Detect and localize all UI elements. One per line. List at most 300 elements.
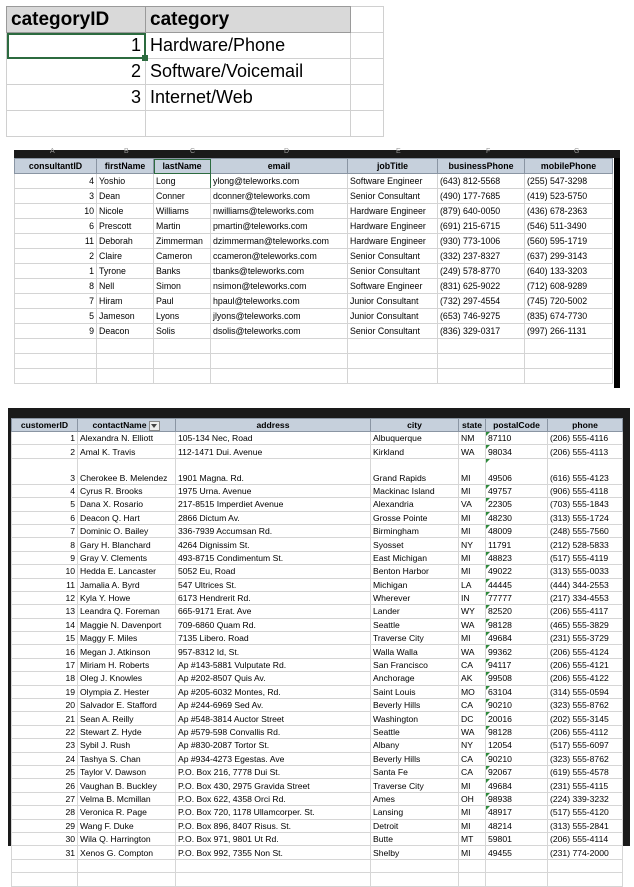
cell-city[interactable]: Traverse City: [371, 632, 459, 645]
cell-phone[interactable]: (206) 555-4121: [548, 658, 623, 671]
empty-cell[interactable]: [459, 873, 486, 886]
cell-city[interactable]: East Michigan: [371, 551, 459, 564]
cell-state[interactable]: CA: [459, 658, 486, 671]
cell-jobTitle[interactable]: Junior Consultant: [348, 309, 438, 324]
empty-cell[interactable]: [351, 85, 384, 111]
cell-phone[interactable]: (465) 555-3829: [548, 618, 623, 631]
cell-state[interactable]: MI: [459, 511, 486, 524]
cell-consultantID[interactable]: 1: [15, 264, 97, 279]
cell-consultantID[interactable]: 5: [15, 309, 97, 324]
cell-state[interactable]: MI: [459, 806, 486, 819]
cell-email[interactable]: nwilliams@teleworks.com: [211, 204, 348, 219]
cell-contactName[interactable]: Amal K. Travis: [78, 445, 176, 458]
cell-city[interactable]: Shelby: [371, 846, 459, 859]
filter-dropdown-icon[interactable]: [149, 421, 160, 431]
header-customerID[interactable]: [12, 419, 78, 432]
cell-firstName[interactable]: Deacon: [97, 324, 154, 339]
header-category[interactable]: category: [146, 7, 351, 33]
header-firstName[interactable]: firstName: [97, 159, 154, 174]
header-consultantID[interactable]: consultantID: [15, 159, 97, 174]
cell-lastName[interactable]: Williams: [154, 204, 211, 219]
empty-cell[interactable]: [348, 369, 438, 384]
cell-postalCode[interactable]: 22305: [486, 498, 548, 511]
column-letter[interactable]: G: [574, 148, 580, 155]
cell-state[interactable]: MI: [459, 551, 486, 564]
cell-city[interactable]: Albuquerque: [371, 432, 459, 445]
cell-businessPhone[interactable]: (653) 746-9275: [438, 309, 525, 324]
cell-phone[interactable]: (212) 528-5833: [548, 538, 623, 551]
empty-cell[interactable]: [154, 369, 211, 384]
empty-cell[interactable]: [154, 339, 211, 354]
cell-city[interactable]: Alexandria: [371, 498, 459, 511]
cell-contactName[interactable]: Maggy F. Miles: [78, 632, 176, 645]
cell-postalCode[interactable]: 44445: [486, 578, 548, 591]
cell-lastName[interactable]: Simon: [154, 279, 211, 294]
cell-city[interactable]: Santa Fe: [371, 765, 459, 778]
cell-consultantID[interactable]: 10: [15, 204, 97, 219]
cell-phone[interactable]: (616) 555-4123: [548, 458, 623, 484]
cell-customerID[interactable]: 5: [12, 498, 78, 511]
cell-lastName[interactable]: Martin: [154, 219, 211, 234]
cell-state[interactable]: LA: [459, 578, 486, 591]
cell-address[interactable]: 6173 Hendrerit Rd.: [176, 591, 371, 604]
cell-customerID[interactable]: 31: [12, 846, 78, 859]
cell-state[interactable]: MI: [459, 779, 486, 792]
cell-phone[interactable]: (206) 555-4122: [548, 672, 623, 685]
empty-cell[interactable]: [459, 859, 486, 872]
cell-state[interactable]: IN: [459, 591, 486, 604]
cell-jobTitle[interactable]: Senior Consultant: [348, 324, 438, 339]
cell-state[interactable]: MO: [459, 685, 486, 698]
cell-address[interactable]: Ap #830-2087 Tortor St.: [176, 739, 371, 752]
cell-contactName[interactable]: Hedda E. Lancaster: [78, 565, 176, 578]
cell-businessPhone[interactable]: (836) 329-0317: [438, 324, 525, 339]
cell-state[interactable]: CA: [459, 699, 486, 712]
empty-cell[interactable]: [12, 859, 78, 872]
cell-jobTitle[interactable]: Senior Consultant: [348, 189, 438, 204]
cell-contactName[interactable]: Dominic O. Bailey: [78, 524, 176, 537]
cell-address[interactable]: 217-8515 Imperdiet Avenue: [176, 498, 371, 511]
cell-email[interactable]: dzimmerman@teleworks.com: [211, 234, 348, 249]
empty-cell[interactable]: [15, 354, 97, 369]
cell-email[interactable]: hpaul@teleworks.com: [211, 294, 348, 309]
cell-address[interactable]: 7135 Libero. Road: [176, 632, 371, 645]
cell-lastName[interactable]: Cameron: [154, 249, 211, 264]
cell-contactName[interactable]: Cyrus R. Brooks: [78, 484, 176, 497]
cell-contactName[interactable]: Xenos G. Compton: [78, 846, 176, 859]
cell-consultantID[interactable]: 11: [15, 234, 97, 249]
cell-mobilePhone[interactable]: (436) 678-2363: [525, 204, 613, 219]
cell-city[interactable]: Grand Rapids: [371, 458, 459, 484]
cell-state[interactable]: MI: [459, 632, 486, 645]
cell-postalCode[interactable]: 90210: [486, 752, 548, 765]
cell-mobilePhone[interactable]: (835) 674-7730: [525, 309, 613, 324]
cell-customerID[interactable]: 6: [12, 511, 78, 524]
cell-lastName[interactable]: Solis: [154, 324, 211, 339]
cell-lastName[interactable]: Conner: [154, 189, 211, 204]
cell-consultantID[interactable]: 6: [15, 219, 97, 234]
cell-state[interactable]: NM: [459, 432, 486, 445]
cell-email[interactable]: ccameron@teleworks.com: [211, 249, 348, 264]
empty-cell[interactable]: [176, 873, 371, 886]
cell-phone[interactable]: (323) 555-8762: [548, 699, 623, 712]
cell-customerID[interactable]: 7: [12, 524, 78, 537]
empty-cell[interactable]: [78, 859, 176, 872]
cell-customerID[interactable]: 29: [12, 819, 78, 832]
cell-businessPhone[interactable]: (831) 625-9022: [438, 279, 525, 294]
cell-postalCode[interactable]: 94117: [486, 658, 548, 671]
column-letter[interactable]: C: [190, 148, 196, 155]
empty-cell[interactable]: [176, 859, 371, 872]
empty-cell[interactable]: [351, 111, 384, 137]
column-letter[interactable]: A: [50, 148, 55, 155]
cell-customerID[interactable]: 30: [12, 832, 78, 845]
cell-contactName[interactable]: Stewart Z. Hyde: [78, 725, 176, 738]
empty-cell[interactable]: [351, 33, 384, 59]
empty-cell[interactable]: [548, 873, 623, 886]
cell-customerID[interactable]: 19: [12, 685, 78, 698]
cell-categoryID[interactable]: 1: [7, 33, 146, 59]
cell-firstName[interactable]: Jameson: [97, 309, 154, 324]
cell-address[interactable]: 5052 Eu, Road: [176, 565, 371, 578]
cell-postalCode[interactable]: 49022: [486, 565, 548, 578]
cell-address[interactable]: P.O. Box 720, 1178 Ullamcorper. St.: [176, 806, 371, 819]
cell-businessPhone[interactable]: (732) 297-4554: [438, 294, 525, 309]
cell-phone[interactable]: (231) 555-3729: [548, 632, 623, 645]
empty-cell[interactable]: [97, 354, 154, 369]
empty-cell[interactable]: [211, 354, 348, 369]
cell-firstName[interactable]: Deborah: [97, 234, 154, 249]
cell-customerID[interactable]: 26: [12, 779, 78, 792]
cell-phone[interactable]: (231) 774-2000: [548, 846, 623, 859]
cell-email[interactable]: dconner@teleworks.com: [211, 189, 348, 204]
cell-phone[interactable]: (206) 555-4114: [548, 832, 623, 845]
cell-postalCode[interactable]: 98938: [486, 792, 548, 805]
cell-jobTitle[interactable]: Software Engineer: [348, 174, 438, 189]
cell-businessPhone[interactable]: (930) 773-1006: [438, 234, 525, 249]
cell-email[interactable]: ylong@teleworks.com: [211, 174, 348, 189]
column-letter[interactable]: D: [284, 148, 290, 155]
cell-state[interactable]: NY: [459, 739, 486, 752]
cell-address[interactable]: Ap #202-8507 Quis Av.: [176, 672, 371, 685]
cell-mobilePhone[interactable]: (712) 608-9289: [525, 279, 613, 294]
cell-contactName[interactable]: Dana X. Rosario: [78, 498, 176, 511]
column-letter[interactable]: F: [486, 148, 491, 155]
cell-jobTitle[interactable]: Software Engineer: [348, 279, 438, 294]
empty-cell[interactable]: [211, 339, 348, 354]
cell-address[interactable]: Ap #205-6032 Montes, Rd.: [176, 685, 371, 698]
cell-customerID[interactable]: 28: [12, 806, 78, 819]
cell-email[interactable]: jlyons@teleworks.com: [211, 309, 348, 324]
cell-consultantID[interactable]: 7: [15, 294, 97, 309]
empty-cell[interactable]: [371, 859, 459, 872]
cell-postalCode[interactable]: 48009: [486, 524, 548, 537]
empty-cell[interactable]: [146, 111, 351, 137]
cell-firstName[interactable]: Nicole: [97, 204, 154, 219]
cell-city[interactable]: Traverse City: [371, 779, 459, 792]
cell-email[interactable]: nsimon@teleworks.com: [211, 279, 348, 294]
header-contactName[interactable]: [78, 419, 176, 432]
cell-contactName[interactable]: Deacon Q. Hart: [78, 511, 176, 524]
cell-phone[interactable]: (206) 555-4117: [548, 605, 623, 618]
cell-postalCode[interactable]: 49506: [486, 458, 548, 484]
cell-city[interactable]: Michigan: [371, 578, 459, 591]
cell-customerID[interactable]: 11: [12, 578, 78, 591]
cell-state[interactable]: WA: [459, 618, 486, 631]
cell-phone[interactable]: (323) 555-8762: [548, 752, 623, 765]
empty-cell[interactable]: [15, 339, 97, 354]
cell-customerID[interactable]: 12: [12, 591, 78, 604]
cell-firstName[interactable]: Dean: [97, 189, 154, 204]
cell-phone[interactable]: (217) 334-4553: [548, 591, 623, 604]
cell-state[interactable]: AK: [459, 672, 486, 685]
cell-address[interactable]: 709-6860 Quam Rd.: [176, 618, 371, 631]
cell-address[interactable]: 665-9171 Erat. Ave: [176, 605, 371, 618]
cell-category[interactable]: Internet/Web: [146, 85, 351, 111]
cell-phone[interactable]: (444) 344-2553: [548, 578, 623, 591]
cell-mobilePhone[interactable]: (255) 547-3298: [525, 174, 613, 189]
cell-contactName[interactable]: Gray V. Clements: [78, 551, 176, 564]
cell-mobilePhone[interactable]: (546) 511-3490: [525, 219, 613, 234]
empty-cell[interactable]: [12, 873, 78, 886]
cell-address[interactable]: P.O. Box 216, 7778 Dui St.: [176, 765, 371, 778]
cell-postalCode[interactable]: 90210: [486, 699, 548, 712]
cell-city[interactable]: Grosse Pointe: [371, 511, 459, 524]
cell-address[interactable]: 336-7939 Accumsan Rd.: [176, 524, 371, 537]
empty-cell[interactable]: [78, 873, 176, 886]
cell-contactName[interactable]: Vaughan B. Buckley: [78, 779, 176, 792]
cell-postalCode[interactable]: 59801: [486, 832, 548, 845]
cell-contactName[interactable]: Velma B. Mcmillan: [78, 792, 176, 805]
cell-postalCode[interactable]: 99508: [486, 672, 548, 685]
header-jobTitle[interactable]: jobTitle: [348, 159, 438, 174]
header-lastName[interactable]: lastName: [154, 159, 211, 174]
cell-customerID[interactable]: 1: [12, 432, 78, 445]
cell-contactName[interactable]: Salvador E. Stafford: [78, 699, 176, 712]
cell-postalCode[interactable]: 63104: [486, 685, 548, 698]
header-postalCode[interactable]: [486, 419, 548, 432]
cell-phone[interactable]: (313) 555-2841: [548, 819, 623, 832]
cell-customerID[interactable]: 24: [12, 752, 78, 765]
cell-city[interactable]: Albany: [371, 739, 459, 752]
cell-contactName[interactable]: Sybil J. Rush: [78, 739, 176, 752]
cell-contactName[interactable]: Cherokee B. Melendez: [78, 458, 176, 484]
cell-customerID[interactable]: 8: [12, 538, 78, 551]
cell-phone[interactable]: (517) 555-6097: [548, 739, 623, 752]
cell-jobTitle[interactable]: Hardware Engineer: [348, 219, 438, 234]
cell-businessPhone[interactable]: (490) 177-7685: [438, 189, 525, 204]
empty-cell[interactable]: [211, 369, 348, 384]
cell-customerID[interactable]: 15: [12, 632, 78, 645]
header-address[interactable]: [176, 419, 371, 432]
cell-address[interactable]: Ap #143-5881 Vulputate Rd.: [176, 658, 371, 671]
cell-category[interactable]: Software/Voicemail: [146, 59, 351, 85]
empty-cell[interactable]: [438, 354, 525, 369]
cell-contactName[interactable]: Taylor V. Dawson: [78, 765, 176, 778]
cell-city[interactable]: Detroit: [371, 819, 459, 832]
cell-city[interactable]: Ames: [371, 792, 459, 805]
empty-cell[interactable]: [486, 859, 548, 872]
cell-postalCode[interactable]: 49684: [486, 632, 548, 645]
cell-contactName[interactable]: Veronica R. Page: [78, 806, 176, 819]
cell-postalCode[interactable]: 99362: [486, 645, 548, 658]
cell-consultantID[interactable]: 3: [15, 189, 97, 204]
empty-cell[interactable]: [154, 354, 211, 369]
cell-postalCode[interactable]: 48823: [486, 551, 548, 564]
header-mobilePhone[interactable]: mobilePhone: [525, 159, 613, 174]
cell-state[interactable]: CA: [459, 752, 486, 765]
cell-city[interactable]: Lander: [371, 605, 459, 618]
empty-cell[interactable]: [97, 339, 154, 354]
cell-phone[interactable]: (206) 555-4124: [548, 645, 623, 658]
cell-consultantID[interactable]: 8: [15, 279, 97, 294]
cell-address[interactable]: Ap #579-598 Convallis Rd.: [176, 725, 371, 738]
header-city[interactable]: [371, 419, 459, 432]
cell-city[interactable]: Lansing: [371, 806, 459, 819]
cell-state[interactable]: MI: [459, 565, 486, 578]
cell-state[interactable]: MI: [459, 458, 486, 484]
cell-address[interactable]: 957-8312 Id, St.: [176, 645, 371, 658]
cell-postalCode[interactable]: 87110: [486, 432, 548, 445]
empty-cell[interactable]: [525, 369, 613, 384]
cell-city[interactable]: San Francisco: [371, 658, 459, 671]
cell-phone[interactable]: (206) 555-4113: [548, 445, 623, 458]
cell-postalCode[interactable]: 48917: [486, 806, 548, 819]
cell-contactName[interactable]: Sean A. Reilly: [78, 712, 176, 725]
cell-phone[interactable]: (619) 555-4578: [548, 765, 623, 778]
empty-cell[interactable]: [7, 111, 146, 137]
cell-categoryID[interactable]: 3: [7, 85, 146, 111]
cell-categoryID[interactable]: 2: [7, 59, 146, 85]
cell-customerID[interactable]: 18: [12, 672, 78, 685]
cell-postalCode[interactable]: 77777: [486, 591, 548, 604]
cell-state[interactable]: VA: [459, 498, 486, 511]
cell-address[interactable]: Ap #244-6969 Sed Av.: [176, 699, 371, 712]
cell-postalCode[interactable]: 12054: [486, 739, 548, 752]
cell-postalCode[interactable]: 48214: [486, 819, 548, 832]
cell-lastName[interactable]: Paul: [154, 294, 211, 309]
cell-city[interactable]: Syosset: [371, 538, 459, 551]
cell-city[interactable]: Birmingham: [371, 524, 459, 537]
cell-contactName[interactable]: Alexandra N. Elliott: [78, 432, 176, 445]
header-email[interactable]: email: [211, 159, 348, 174]
empty-cell[interactable]: [15, 369, 97, 384]
cell-businessPhone[interactable]: (879) 640-0050: [438, 204, 525, 219]
cell-address[interactable]: P.O. Box 430, 2975 Gravida Street: [176, 779, 371, 792]
cell-phone[interactable]: (224) 339-3232: [548, 792, 623, 805]
cell-phone[interactable]: (313) 555-1724: [548, 511, 623, 524]
cell-city[interactable]: Seattle: [371, 725, 459, 738]
cell-mobilePhone[interactable]: (997) 266-1131: [525, 324, 613, 339]
empty-cell[interactable]: [548, 859, 623, 872]
header-state[interactable]: [459, 419, 486, 432]
empty-cell[interactable]: [525, 354, 613, 369]
cell-city[interactable]: Beverly Hills: [371, 752, 459, 765]
cell-city[interactable]: Beverly Hills: [371, 699, 459, 712]
cell-city[interactable]: Mackinac Island: [371, 484, 459, 497]
cell-postalCode[interactable]: 20016: [486, 712, 548, 725]
empty-cell[interactable]: [348, 354, 438, 369]
cell-address[interactable]: 105-134 Nec, Road: [176, 432, 371, 445]
cell-postalCode[interactable]: 98128: [486, 618, 548, 631]
empty-cell[interactable]: [525, 339, 613, 354]
header-businessPhone[interactable]: businessPhone: [438, 159, 525, 174]
empty-cell[interactable]: [371, 873, 459, 886]
cell-contactName[interactable]: Leandra Q. Foreman: [78, 605, 176, 618]
cell-mobilePhone[interactable]: (560) 595-1719: [525, 234, 613, 249]
cell-state[interactable]: MI: [459, 846, 486, 859]
cell-city[interactable]: Saint Louis: [371, 685, 459, 698]
cell-address[interactable]: Ap #548-3814 Auctor Street: [176, 712, 371, 725]
cell-state[interactable]: WA: [459, 445, 486, 458]
cell-contactName[interactable]: Gary H. Blanchard: [78, 538, 176, 551]
empty-cell[interactable]: [97, 369, 154, 384]
cell-customerID[interactable]: 17: [12, 658, 78, 671]
cell-contactName[interactable]: Miriam H. Roberts: [78, 658, 176, 671]
cell-businessPhone[interactable]: (691) 215-6715: [438, 219, 525, 234]
cell-firstName[interactable]: Hiram: [97, 294, 154, 309]
cell-postalCode[interactable]: 48230: [486, 511, 548, 524]
cell-jobTitle[interactable]: Senior Consultant: [348, 264, 438, 279]
cell-lastName[interactable]: Zimmerman: [154, 234, 211, 249]
cell-postalCode[interactable]: 98034: [486, 445, 548, 458]
cell-customerID[interactable]: 9: [12, 551, 78, 564]
cell-businessPhone[interactable]: (249) 578-8770: [438, 264, 525, 279]
cell-category[interactable]: Hardware/Phone: [146, 33, 351, 59]
cell-mobilePhone[interactable]: (637) 299-3143: [525, 249, 613, 264]
header-phone[interactable]: [548, 419, 623, 432]
cell-customerID[interactable]: 10: [12, 565, 78, 578]
cell-city[interactable]: Benton Harbor: [371, 565, 459, 578]
column-letter[interactable]: E: [396, 148, 401, 155]
cell-address[interactable]: P.O. Box 992, 7355 Non St.: [176, 846, 371, 859]
cell-contactName[interactable]: Tashya S. Chan: [78, 752, 176, 765]
cell-businessPhone[interactable]: (643) 812-5568: [438, 174, 525, 189]
cell-firstName[interactable]: Nell: [97, 279, 154, 294]
cell-customerID[interactable]: 13: [12, 605, 78, 618]
cell-city[interactable]: Butte: [371, 832, 459, 845]
cell-customerID[interactable]: 25: [12, 765, 78, 778]
cell-state[interactable]: MI: [459, 484, 486, 497]
cell-mobilePhone[interactable]: (419) 523-5750: [525, 189, 613, 204]
cell-address[interactable]: Ap #934-4273 Egestas. Ave: [176, 752, 371, 765]
cell-city[interactable]: Anchorage: [371, 672, 459, 685]
cell-consultantID[interactable]: 4: [15, 174, 97, 189]
cell-address[interactable]: 493-8715 Condimentum St.: [176, 551, 371, 564]
empty-header-cell[interactable]: [351, 7, 384, 33]
cell-state[interactable]: MT: [459, 832, 486, 845]
cell-state[interactable]: CA: [459, 765, 486, 778]
cell-address[interactable]: 1901 Magna. Rd.: [176, 458, 371, 484]
cell-state[interactable]: WA: [459, 645, 486, 658]
cell-lastName[interactable]: Long: [154, 174, 211, 189]
cell-firstName[interactable]: Claire: [97, 249, 154, 264]
cell-postalCode[interactable]: 98128: [486, 725, 548, 738]
cell-postalCode[interactable]: 92067: [486, 765, 548, 778]
cell-address[interactable]: P.O. Box 971, 9801 Ut Rd.: [176, 832, 371, 845]
cell-state[interactable]: MI: [459, 524, 486, 537]
cell-customerID[interactable]: 22: [12, 725, 78, 738]
cell-postalCode[interactable]: 49684: [486, 779, 548, 792]
cell-city[interactable]: Walla Walla: [371, 645, 459, 658]
cell-postalCode[interactable]: 11791: [486, 538, 548, 551]
cell-state[interactable]: OH: [459, 792, 486, 805]
cell-city[interactable]: Washington: [371, 712, 459, 725]
cell-jobTitle[interactable]: Hardware Engineer: [348, 204, 438, 219]
cell-city[interactable]: Wherever: [371, 591, 459, 604]
empty-cell[interactable]: [351, 59, 384, 85]
cell-phone[interactable]: (517) 555-4120: [548, 806, 623, 819]
